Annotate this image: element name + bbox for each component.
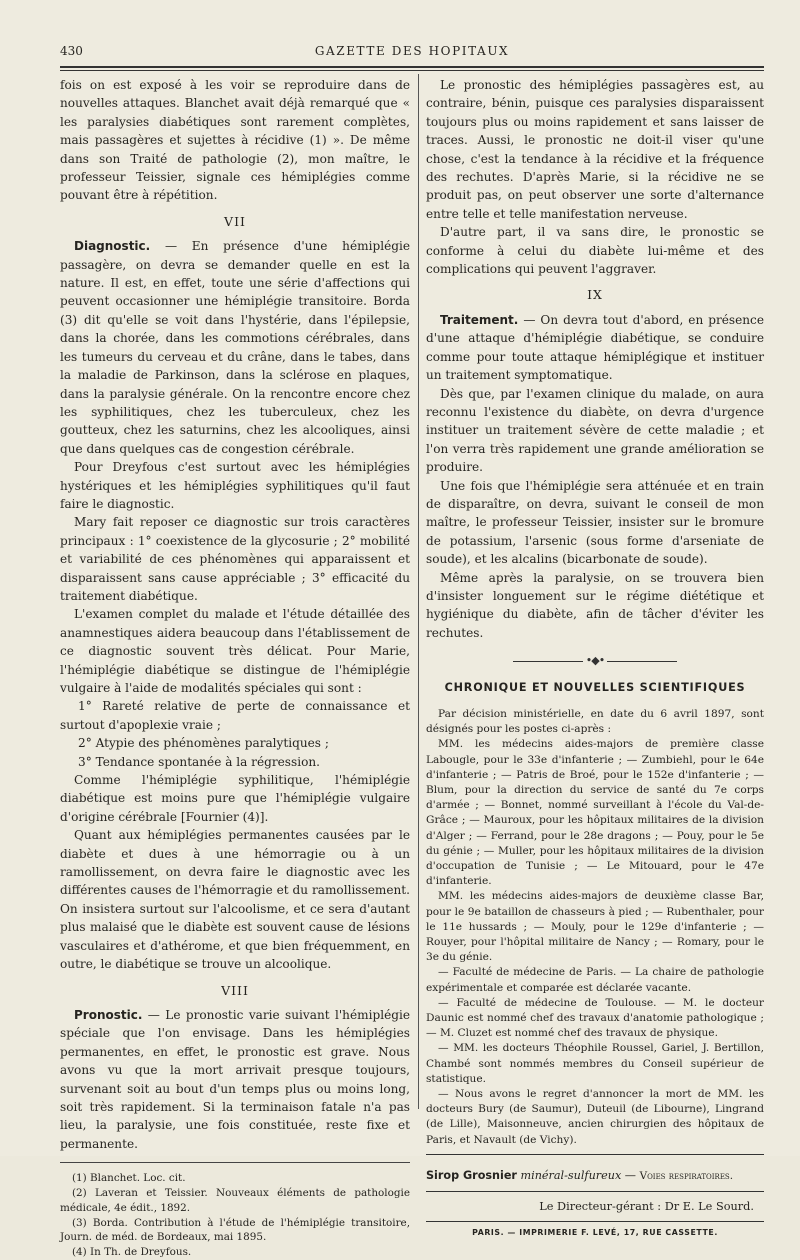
list-item-1: 1° Rareté relative de perte de connaissance et surtout d'apoplexie vraie ; <box>60 699 410 732</box>
dreyfous-paragraph: Pour Dreyfous c'est surtout avec les hémiplégies hystériques et les hémiplégies syphilitiques qu'il faut faire le diagnostic. <box>60 460 410 511</box>
footnotes <box>60 1171 410 1260</box>
autre-part-paragraph: D'autre part, il va sans dire, le pronostic se conforme à celui du diabète lui-même et des complications qui peuvent l'aggraver. <box>426 225 764 277</box>
printer-line: PARIS. — IMPRIMERIE F. LEVÉ, 17, RUE CASSETTE. <box>472 1227 718 1237</box>
ornament-divider: •◆• <box>426 652 764 670</box>
une-fois-paragraph: Une fois que l'hémiplégie sera atténuée et en train de disparaître, on devra, suivant le conseil de mon maître, le professeur Teissier, insister sur le bromure de potassium, l'arsenic (sous forme d'arseniate de soude), et les alcalins (bicarbonate de soude). <box>426 478 764 567</box>
pronostic-heading: Pronostic. <box>74 1007 143 1022</box>
page-number: 430 <box>60 44 83 58</box>
section-number-viii: VIII <box>221 982 249 998</box>
section-number-vii: VII <box>224 213 246 229</box>
chronique-paragraph: MM. les médecins aides-majors de première classe Labougle, pour le 33e d'infanterie ; — Zumbiehl, pour le 64e d'infanterie ; — Patris de Broé, pour le 152e d'infanterie ; — Blum, pour la direction du service de santé du 7e corps d'armée ; — Bonnet, nommé surveillant à l'école du Val-de-Grâce ; — Mauroux, pour les hôpitaux militaires de la division d'Alger ; — Ferrand, pour le 28e dragons ; — Pouy, pour le 5e du génie ; — Muller, pour les hôpitaux militaires de la division d'occupation de Tunisie ; — Le Mitouard, pour le 47e d'infanterie. <box>426 738 764 888</box>
meme-apres-paragraph: Même après la paralysie, on se trouvera bien d'insister longuement sur le régime diététique et hygiénique du diabète, afin de tâcher d'éviter les rechutes. <box>426 570 764 640</box>
traitement-text: — On devra tout d'abord, en présence d'une attaque d'hémiplégie diabétique, se conduire comme pour toute attaque hémiplégique et instituer un traitement symptomatique. <box>426 312 764 383</box>
footnote-1: (1) Blanchet. Loc. cit. <box>72 1172 186 1185</box>
chronique-paragraph: — Faculté de médecine de Paris. — La chaire de pathologie expérimentale et comparée est déclarée vacante. <box>426 966 764 994</box>
imprint-rule <box>426 1221 764 1222</box>
diagnostic-text: — En présence d'une hémiplégie passagère, on devra se demander quelle en est la nature. Il est, en effet, toute une série d'affections qui peuvent occasionner une hémiplégie transitoire. Borda (3) dit qu'elle se voit dans l'hystérie, dans l'épilepsie, dans la chorée, dans les commotions cérébrales, dans les tumeurs du cerveau et du crâne, dans le tabes, dans la maladie de Parkinson, dans la sclérose en plaques, dans la paralysie générale. On la rencontre encore chez les syphilitiques, chez les tuberculeux, chez les goutteux, chez les saturnins, chez les alcooliques, ainsi que dans quelques cas de congestion cérébrale. <box>60 239 410 456</box>
chronique-paragraph: — Faculté de médecine de Toulouse. — M. le docteur Daunic est nommé chef des travaux d'anatomie pathologique ; — M. Cluzet est nommé chef des travaux de physique. <box>426 996 764 1040</box>
chronique-paragraph: — MM. les docteurs Théophile Roussel, Gariel, J. Bertillon, Chambé sont nommés membres du Conseil supérieur de statistique. <box>426 1042 764 1085</box>
footnote-rule <box>60 1162 410 1163</box>
diagnostic-heading: Diagnostic. <box>74 239 151 254</box>
footnote-4: (4) In Th. de Dreyfous. <box>72 1246 192 1259</box>
chronique-section <box>426 707 764 1148</box>
traitement-heading: Traitement. <box>440 312 519 327</box>
footnote-2: (2) Laveran et Teissier. Nouveaux éléments de pathologie médicale, 4e édit., 1892. <box>60 1186 410 1214</box>
advert-rule-bottom <box>426 1191 764 1192</box>
list-item-3: 3° Tendance spontanée à la régression. <box>78 754 320 769</box>
right-column <box>426 76 764 1242</box>
mary-paragraph: Mary fait reposer ce diagnostic sur trois caractères principaux : 1° coexistence de la glycosurie ; 2° mobilité et variabilité de ces phénomènes qui apparaissent et disparaissent sans cause appréciable ; 3° efficacité du traitement diabétique. <box>60 515 410 603</box>
journal-title: GAZETTE DES HOPITAUX <box>314 44 510 58</box>
chronique-paragraph: MM. les médecins aides-majors de deuxième classe Bar, pour le 9e bataillon de chasseurs à pied ; — Rubenthaler, pour le 11e hussards ; — Mouly, pour le 129e d'infanterie ; — Rouyer, pour l'hôpital militaire de Nancy ; — Romary, pour le 3e du génie. <box>426 890 764 964</box>
intro-paragraph: fois on est exposé à les voir se reproduire dans de nouvelles attaques. Blanchet avait déjà remarqué que « les paralysies diabétiques sont rarement complètes, mais passagères et sujettes à récidive (1) ». De même dans son Traité de pathologie (2), mon maître, le professeur Teissier, signale ces hémiplégies comme pouvant être à répétition. <box>60 78 410 203</box>
syphilitique-paragraph: Comme l'hémiplégie syphilitique, l'hémiplégie diabétique est moins pure que l'hémiplégie vulgaire d'origine cérébrale [Fournier (4)]. <box>60 773 410 824</box>
column-separator <box>418 74 419 1109</box>
permanentes-paragraph: Quant aux hémiplégies permanentes causées par le diabète et dues à une hémorragie ou à un ramollissement, on devra faire le diagnostic avec les différentes causes de l'hémorragie et du ramollissement. On insistera surtout sur l'alcoolisme, et ce sera d'autant plus malaisé que le diabète est souvent cause de lésions vasculaires et d'athérome, et que bien fréquemment, en outre, le diabétique se trouve un alcoolique. <box>60 828 410 972</box>
footnote-3: (3) Borda. Contribution à l'étude de l'hémiplégie transitoire, Journ. de méd. de Bordeaux, mai 1895. <box>60 1216 410 1244</box>
header-rule-thick <box>60 66 764 68</box>
pronostic-paragraph <box>60 1006 410 1153</box>
des-que-paragraph: Dès que, par l'examen clinique du malade, on aura reconnu l'existence du diabète, on devra d'urgence instituer un traitement sévère de cette maladie ; et l'on verra très rapidement une grande amélioration se produire. <box>426 386 764 475</box>
advert-subtitle: minéral-sulfureux — <box>516 1168 640 1182</box>
pronostic-text: — Le pronostic varie suivant l'hémiplégie spéciale que l'on envisage. Dans les hémiplégies permanentes, en effet, le pronostic est grave. Nous avons vu que la mort arrivait presque toujours, survenant soit au bout d'un temps plus ou moins long, soit très rapidement. Si la terminaison fatale n'a pas lieu, la paralysie, une fois constituée, reste fixe et permanente. <box>60 1007 410 1151</box>
passageres-paragraph: Le pronostic des hémiplégies passagères est, au contraire, bénin, puisque ces paralysies disparaissent toujours plus ou moins rapidement et sans laisser de traces. Aussi, le pronostic ne doit-il viser qu'une chose, c'est la tendance à la récidive et la fréquence des rechutes. D'après Marie, si la récidive ne se produit pas, on peut observer une sorte d'alternance entre telle et telle manifestation nerveuse. <box>426 78 764 221</box>
advert-tagline: Voies respiratoires. <box>639 1169 734 1182</box>
traitement-paragraph <box>426 311 764 385</box>
advert-brand: Sirop Grosnier <box>426 1168 517 1182</box>
chronique-paragraph: — Nous avons le regret d'annoncer la mort de MM. les docteurs Bury (de Saumur), Duteuil (de Libourne), Lingrand (de Lille), Maisonneuve, ancien chirurgien des hôpitaux de Paris, et Navault (de Vichy). <box>426 1088 764 1146</box>
advert-rule <box>426 1154 764 1155</box>
page-header <box>60 44 764 64</box>
diagnostic-paragraph <box>60 237 410 458</box>
chronique-heading: CHRONIQUE ET NOUVELLES SCIENTIFIQUES <box>444 680 746 694</box>
list-item-2: 2° Atypie des phénomènes paralytiques ; <box>78 736 329 751</box>
chronique-paragraph: Par décision ministérielle, en date du 6 avril 1897, sont désignés pour les postes ci-après : <box>426 708 764 736</box>
left-column <box>60 76 410 1260</box>
section-number-ix: IX <box>587 287 603 303</box>
examen-paragraph: L'examen complet du malade et l'étude détaillée des anamnestiques aidera beaucoup dans l'établissement de ce diagnostic souvent très délicat. Pour Marie, l'hémiplégie diabétique se distingue de l'hémiplégie vulgaire à l'aide de modalités spéciales qui sont : <box>60 607 410 695</box>
director-line: Le Directeur-gérant : Dr E. Le Sourd. <box>539 1200 754 1214</box>
advertisement <box>426 1167 764 1185</box>
header-rule-thin <box>60 70 764 71</box>
